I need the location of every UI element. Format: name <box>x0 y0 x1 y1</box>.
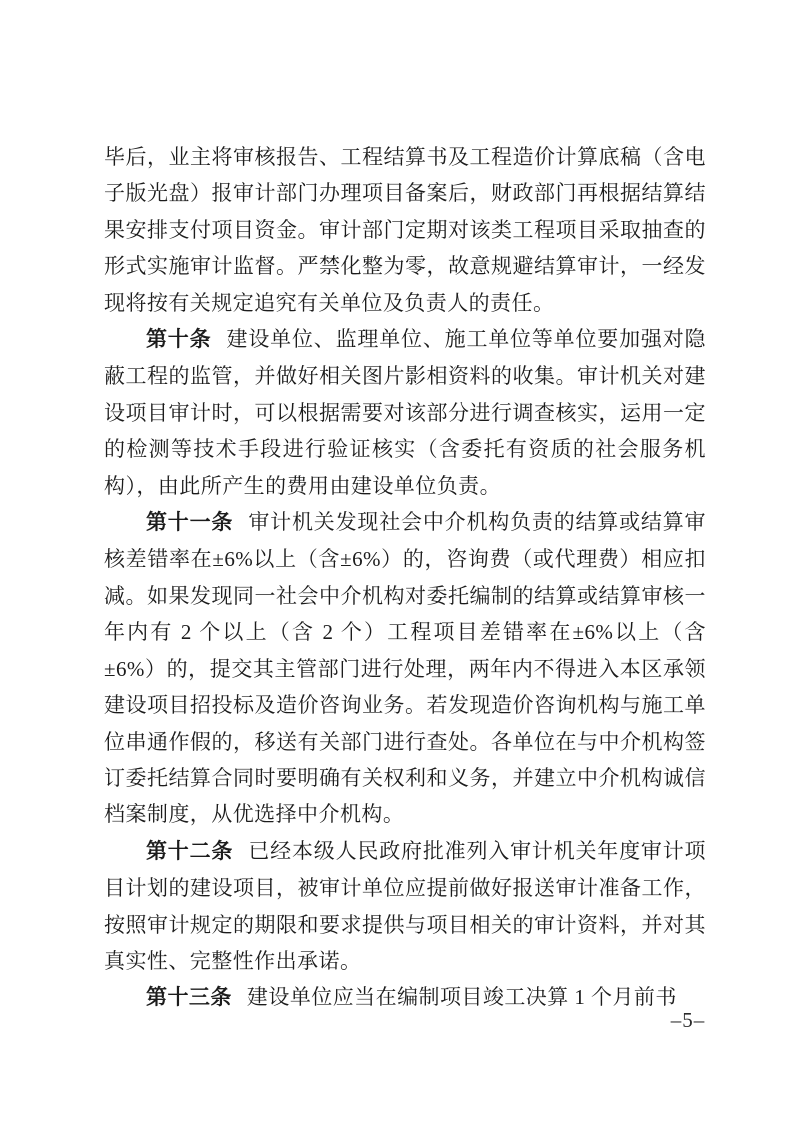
paragraph <box>104 979 706 1016</box>
paragraph <box>104 139 706 321</box>
paragraph <box>104 504 706 833</box>
paragraph <box>104 833 706 980</box>
document-body <box>104 139 706 1017</box>
page-number: –5– <box>670 1008 706 1032</box>
paragraph-text: 审计机关发现社会中介机构负责的结算或结算审核差错率在±6%以上（含±6%）的，咨询费（或代理费）相应扣减。如果发现同一社会中介机构对委托编制的结算或结算审核一年内有 2 个以上（含 2 个）工程项目差错率在±6%以上（含±6%）的，提交其主管部门进行处理，两年内不得进入本区承领建设项目招投标及造价咨询业务。若发现造价咨询机构与施工单位串通作假的，移送有关部门进行查处。各单位在与中介机构签订委托结算合同时要明确有关权利和义务，并建立中介机构诚信档案制度，从优选择中介机构。 <box>104 510 706 827</box>
paragraph-text: 已经本级人民政府批准列入审计机关年度审计项目计划的建设项目，被审计单位应提前做好报送审计准备工作，按照审计规定的期限和要求提供与项目相关的审计资料，并对其真实性、完整性作出承诺。 <box>104 838 706 973</box>
paragraph <box>104 321 706 504</box>
article-heading: 第十一条 <box>146 511 234 535</box>
paragraph-text: 建设单位应当在编制项目竣工决算 1 个月前书 <box>246 985 677 1010</box>
article-heading: 第十三条 <box>146 986 232 1010</box>
paragraph-text: 毕后，业主将审核报告、工程结算书及工程造价计算底稿（含电子版光盘）报审计部门办理项目备案后，财政部门再根据结算结果安排支付项目资金。审计部门定期对该类工程项目采取抽查的形式实施审计监督。严禁化整为零，故意规避结算审计，一经发现将按有关规定追究有关单位及负责人的责任。 <box>104 145 706 315</box>
article-heading: 第十条 <box>146 328 212 352</box>
paragraph-text: 建设单位、监理单位、施工单位等单位要加强对隐蔽工程的监管，并做好相关图片影相资料的收集。审计机关对建设项目审计时，可以根据需要对该部分进行调查核实，运用一定的检测等技术手段进行验证核实（含委托有资质的社会服务机构），由此所产生的费用由建设单位负责。 <box>104 327 706 498</box>
article-heading: 第十二条 <box>146 839 234 863</box>
